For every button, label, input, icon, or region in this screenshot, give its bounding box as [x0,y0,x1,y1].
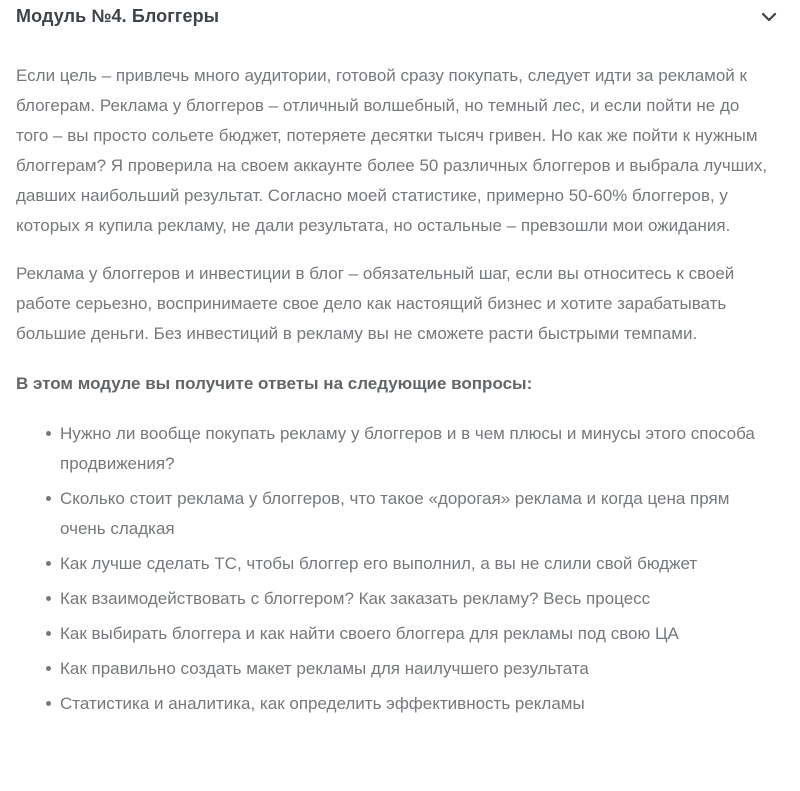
list-item: Как лучше сделать ТС, чтобы блоггер его выполнил, а вы не слили свой бюджет [60,549,768,579]
list-item: Нужно ли вообще покупать рекламу у блоггеров и в чем плюсы и минусы этого способа продвижения? [60,419,768,479]
module-title: Модуль №4. Блоггеры [16,6,220,26]
module-accordion-header[interactable] [0,0,800,30]
investment-paragraph: Реклама у блоггеров и инвестиции в блог – обязательный шаг, если вы относитесь к своей работе серьезно, воспринимаете свое дело как настоящий бизнес и хотите зарабатывать большие деньги. Без инвестиций в рекламу вы не сможете расти быстрыми темпами. [16,264,735,343]
list-item: Как взаимодействовать с блоггером? Как заказать рекламу? Весь процесс [60,584,768,614]
intro-paragraph: Если цель – привлечь много аудитории, готовой сразу покупать, следует идти за рекламой к блогерам. Реклама у блоггеров – отличный волшебный, но темный лес, и если пойти не до того – вы просто сольете бюджет, потеряете десятки тысяч гривен. Но как же пойти к нужным блоггерам? Я проверила на своем аккаунте более 50 различных блоггеров и выбрала лучших, давших наибольший результат. Согласно моей статистике, примерно 50-60% блоггеров, у которых я купила рекламу, не дали результата, но остальные – превзошли мои ожидания. [16,66,768,235]
chevron-down-icon[interactable] [760,8,778,26]
list-item: Статистика и аналитика, как определить эффективность рекламы [60,689,768,719]
module-content [0,61,800,719]
list-item: Сколько стоит реклама у блоггеров, что такое «дорогая» реклама и когда цена прям очень сладкая [60,484,768,544]
list-item: Как выбирать блоггера и как найти своего блоггера для рекламы под свою ЦА [60,619,768,649]
questions-list [16,419,768,719]
questions-heading: В этом модуле вы получите ответы на следующие вопросы: [16,374,533,393]
list-item: Как правильно создать макет рекламы для наилучшего результата [60,654,768,684]
